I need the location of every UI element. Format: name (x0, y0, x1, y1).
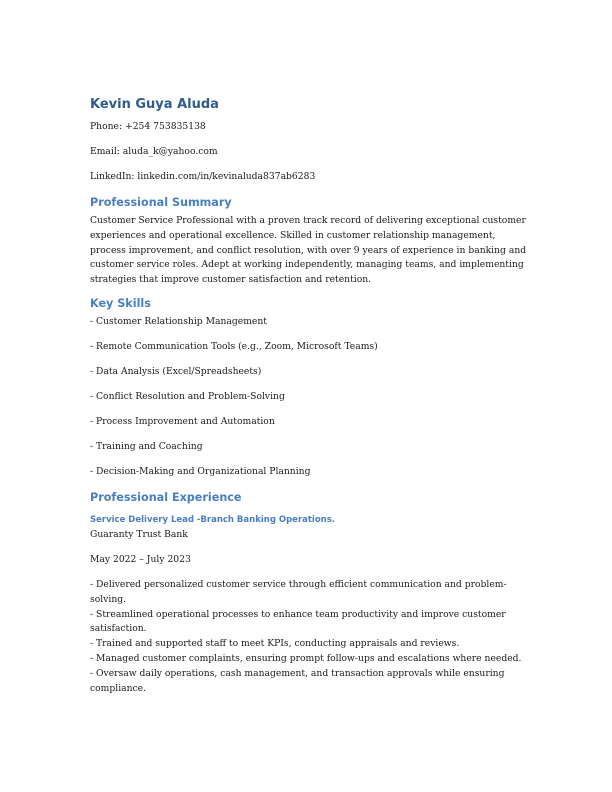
skills-list (90, 315, 530, 478)
contact-phone: Phone: +254 753835138 (90, 121, 206, 132)
candidate-name: Kevin Guya Aluda (90, 97, 219, 112)
experience-heading: Professional Experience (90, 490, 242, 504)
job-bullet: - Oversaw daily operations, cash management, and transaction approvals while ensuring compliance. (90, 667, 505, 694)
skill-item: - Process Improvement and Automation (90, 415, 275, 427)
job-entry (90, 514, 530, 696)
skill-item: - Decision-Making and Organizational Planning (90, 465, 311, 477)
skill-item: - Remote Communication Tools (e.g., Zoom, Microsoft Teams) (90, 340, 378, 352)
skills-heading: Key Skills (90, 296, 151, 310)
job-bullet: - Managed customer complaints, ensuring prompt follow-ups and escalations where needed. (90, 652, 522, 664)
skill-item: - Data Analysis (Excel/Spreadsheets) (90, 365, 262, 377)
contact-email: Email: aluda_k@yahoo.com (90, 146, 218, 157)
job-bullet: - Streamlined operational processes to enhance team productivity and improve customer satisfaction. (90, 608, 506, 635)
job-dates: May 2022 – July 2023 (90, 553, 191, 565)
resume-page (90, 96, 530, 696)
contact-linkedin: LinkedIn: linkedin.com/in/kevinaluda837ab6283 (90, 171, 316, 182)
skill-item: - Training and Coaching (90, 440, 203, 452)
job-bullet: - Delivered personalized customer service through efficient communication and problem-solving. (90, 578, 507, 605)
job-bullet: - Trained and supported staff to meet KPIs, conducting appraisals and reviews. (90, 638, 460, 650)
job-company: Guaranty Trust Bank (90, 528, 188, 540)
summary-text: Customer Service Professional with a proven track record of delivering exceptional customer experiences and operational excellence. Skilled in customer relationship management, process improvement, and conflict resolution, with over 9 years of experience in banking and customer service roles. Adept at working independently, managing teams, and implementing strategies that improve customer satisfaction and retention. (90, 215, 527, 286)
skill-item: - Customer Relationship Management (90, 315, 267, 327)
skill-item: - Conflict Resolution and Problem-Solving (90, 390, 285, 402)
summary-heading: Professional Summary (90, 196, 232, 209)
job-title: Service Delivery Lead -Branch Banking Operations. (90, 514, 336, 525)
job-bullets (90, 578, 530, 696)
